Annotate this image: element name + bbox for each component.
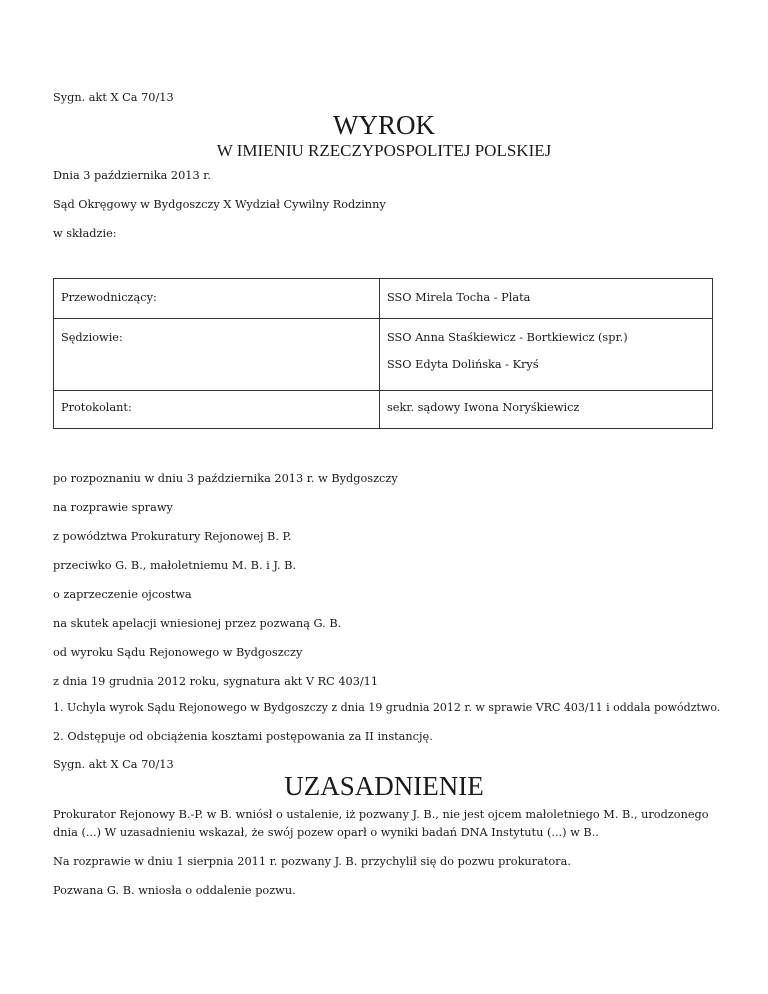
composition-row-clerk bbox=[54, 391, 713, 429]
clerk-value: sekr. sądowy Iwona Noryśkiewicz bbox=[387, 401, 580, 414]
judgment-subtitle: W IMIENIU RZECZYPOSPOLITEJ POLSKIEJ bbox=[216, 141, 552, 160]
proceedings-line: z powództwa Prokuratury Rejonowej B. P. bbox=[53, 530, 292, 543]
justification-paragraph-2: Na rozprawie w dniu 1 sierpnia 2011 r. pozwany J. B. przychylił się do pozwu prokuratora. bbox=[53, 855, 571, 868]
case-reference: Sygn. akt X Ca 70/13 bbox=[53, 91, 174, 104]
judgment-date: Dnia 3 października 2013 r. bbox=[53, 169, 212, 182]
proceedings-line: przeciwko G. B., małoletniemu M. B. i J. B. bbox=[53, 559, 297, 572]
judges-label: Sędziowie: bbox=[61, 331, 123, 344]
proceedings-line: z dnia 19 grudnia 2012 roku, sygnatura akt V RC 403/11 bbox=[53, 675, 379, 688]
justification-paragraph-1: Prokurator Rejonowy B.-P. w B. wniósł o ustalenie, iż pozwany J. B., nie jest ojcem małoletniego M. B., urodzonego dnia (...) W uzasadnieniu wskazał, że swój pozew oparł o wyniki badań DNA Instytutu (...) w B.. bbox=[53, 808, 709, 839]
proceedings-line: o zaprzeczenie ojcostwa bbox=[53, 588, 192, 601]
court-composition-table bbox=[53, 278, 713, 429]
composition-row-chair bbox=[54, 279, 713, 319]
judge-1: SSO Anna Staśkiewicz - Bortkiewicz (spr.) bbox=[387, 331, 628, 344]
justification-case-reference: Sygn. akt X Ca 70/13 bbox=[53, 758, 174, 771]
proceedings-line: na skutek apelacji wniesionej przez pozwaną G. B. bbox=[53, 617, 342, 630]
chair-label: Przewodniczący: bbox=[61, 291, 157, 304]
clerk-label: Protokolant: bbox=[61, 401, 132, 414]
court-name: Sąd Okręgowy w Bydgoszczy X Wydział Cywilny Rodzinny bbox=[53, 198, 386, 211]
chair-value: SSO Mirela Tocha - Plata bbox=[387, 291, 531, 304]
judgment-document bbox=[53, 0, 721, 994]
proceedings-line: po rozpoznaniu w dniu 3 października 2013 r. w Bydgoszczy bbox=[53, 472, 398, 485]
ruling-item-1: 1. Uchyla wyrok Sądu Rejonowego w Bydgoszczy z dnia 19 grudnia 2012 r. w sprawie VRC 403/11 i oddala powództwo. bbox=[53, 701, 721, 714]
justification-title: UZASADNIENIE bbox=[284, 771, 484, 801]
composition-intro: w składzie: bbox=[53, 227, 117, 240]
proceedings-line: od wyroku Sądu Rejonowego w Bydgoszczy bbox=[53, 646, 303, 659]
proceedings-line: na rozprawie sprawy bbox=[53, 501, 173, 514]
judgment-title: WYROK bbox=[333, 110, 435, 140]
judge-2: SSO Edyta Dolińska - Kryś bbox=[387, 358, 539, 371]
composition-row-judges bbox=[54, 319, 713, 391]
justification-paragraph-3: Pozwana G. B. wniosła o oddalenie pozwu. bbox=[53, 884, 296, 897]
ruling-item-2: 2. Odstępuje od obciążenia kosztami postępowania za II instancję. bbox=[53, 730, 433, 743]
